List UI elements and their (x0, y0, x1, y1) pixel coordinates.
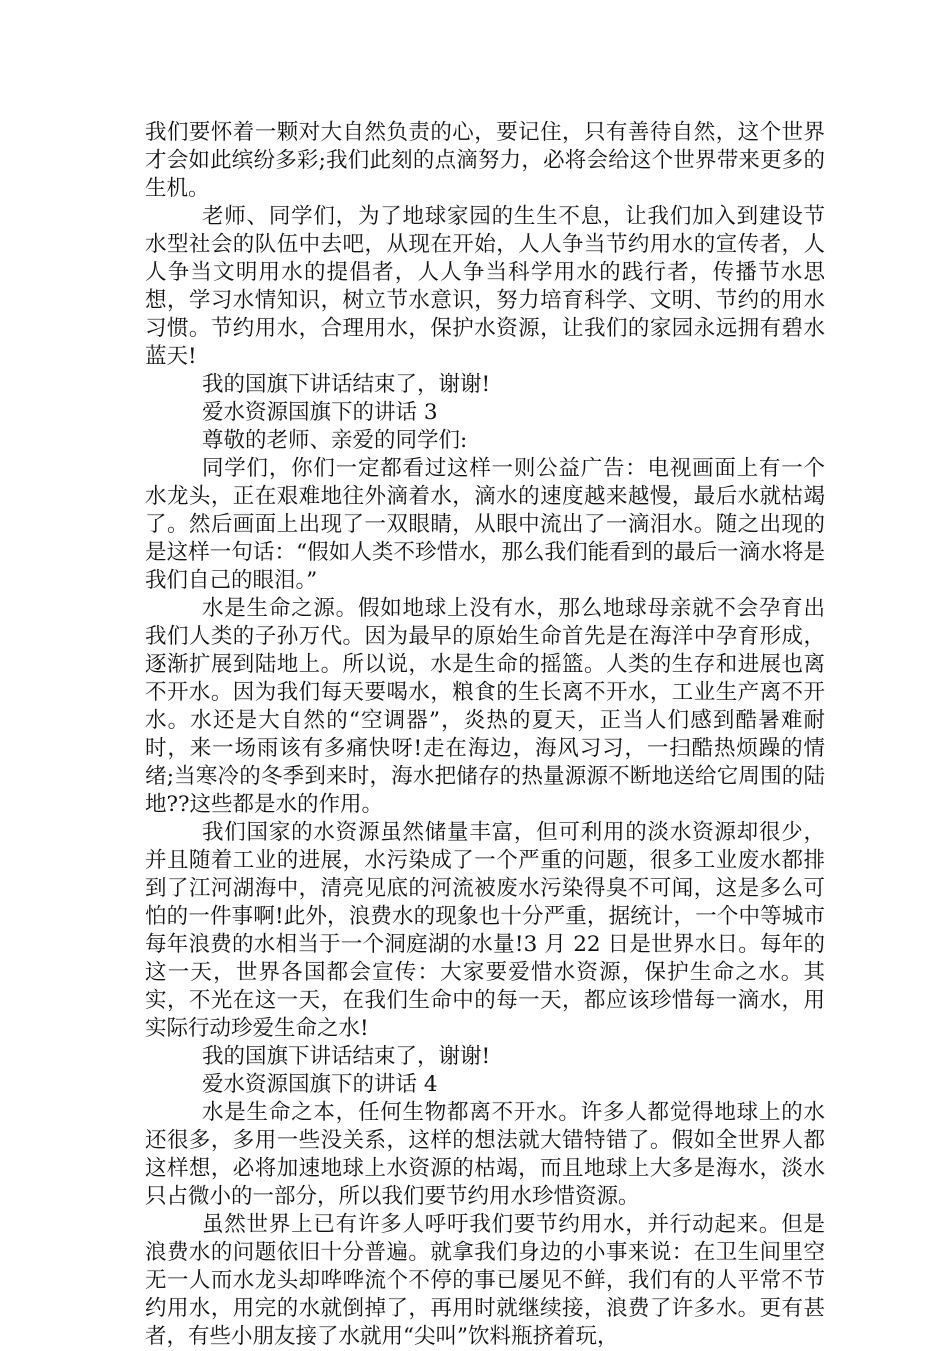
section-title: 爱水资源国旗下的讲话 4 (202, 1072, 438, 1097)
section-title: 爱水资源国旗下的讲话 3 (202, 400, 438, 425)
paragraph: 水是生命之本，任何生物都离不开水。许多人都觉得地球上的水还很多，多用一些没关系，这样的想法就大错特错了。假如全世界人都这样想，必将加速地球上水资源的枯竭，而且地球上大多是海水，淡水只占微小的一部分，所以我们要节约用水珍惜资源。 (145, 1100, 825, 1209)
closing-line: 我的国旗下讲话结束了，谢谢! (202, 372, 491, 397)
closing-line: 我的国旗下讲话结束了，谢谢! (202, 1044, 491, 1069)
paragraph: 同学们，你们一定都看过这样一则公益广告：电视画面上有一个水龙头，正在艰难地往外滴着水，滴水的速度越来越慢，最后水就枯竭了。然后画面上出现了一双眼睛，从眼中流出了一滴泪水。随之出现的是这样一句话：“假如人类不珍惜水，那么我们能看到的最后一滴水将是我们自己的眼泪。” (145, 456, 825, 593)
document-body (145, 119, 825, 1351)
paragraph: 老师、同学们，为了地球家园的生生不息，让我们加入到建设节水型社会的队伍中去吧，从现在开始，人人争当节约用水的宣传者，人人争当文明用水的提倡者，人人争当科学用水的践行者，传播节水思想，学习水情知识，树立节水意识，努力培育科学、文明、节约的用水习惯。节约用水，合理用水，保护水资源，让我们的家园永远拥有碧水蓝天! (145, 204, 825, 369)
paragraph: 我们要怀着一颗对大自然负责的心，要记住，只有善待自然，这个世界才会如此缤纷多彩;我们此刻的点滴努力，必将会给这个世界带来更多的生机。 (145, 120, 825, 201)
paragraph: 虽然世界上已有许多人呼吁我们要节约用水，并行动起来。但是浪费水的问题依旧十分普遍。就拿我们身边的小事来说：在卫生间里空无一人而水龙头却哗哗流个不停的事已屡见不鲜，我们有的人平常不节约用水，用完的水就倒掉了，再用时就继续接，浪费了许多水。更有甚者，有些小朋友接了水就用“尖叫”饮料瓶挤着玩， (145, 1212, 825, 1349)
paragraph: 我们国家的水资源虽然储量丰富，但可利用的淡水资源却很少，并且随着工业的进展，水污染成了一个严重的问题，很多工业废水都排到了江河湖海中，清亮见底的河流被废水污染得臭不可闻，这是多么可怕的一件事啊!此外，浪费水的现象也十分严重，据统计，一个中等城市每年浪费的水相当于一个洞庭湖的水量!3 月 22 日是世界水日。每年的这一天，世界各国都会宣传：大家要爱惜水资源，保护生命之水。其实，不光在这一天，在我们生命中的每一天，都应该珍惜每一滴水，用实际行动珍爱生命之水! (145, 820, 825, 1041)
salutation: 尊敬的老师、亲爱的同学们: (202, 428, 468, 453)
paragraph: 水是生命之源。假如地球上没有水，那么地球母亲就不会孕育出我们人类的子孙万代。因为最早的原始生命首先是在海洋中孕育形成，逐渐扩展到陆地上。所以说，水是生命的摇篮。人类的生存和进展也离不开水。因为我们每天要喝水，粮食的生长离不开水，工业生产离不开水。水还是大自然的“空调器”，炎热的夏天，正当人们感到酷暑难耐时，来一场雨该有多痛快呀!走在海边，海风习习，一扫酷热烦躁的情绪;当寒冷的冬季到来时，海水把储存的热量源源不断地送给它周围的陆地??这些都是水的作用。 (145, 596, 825, 817)
